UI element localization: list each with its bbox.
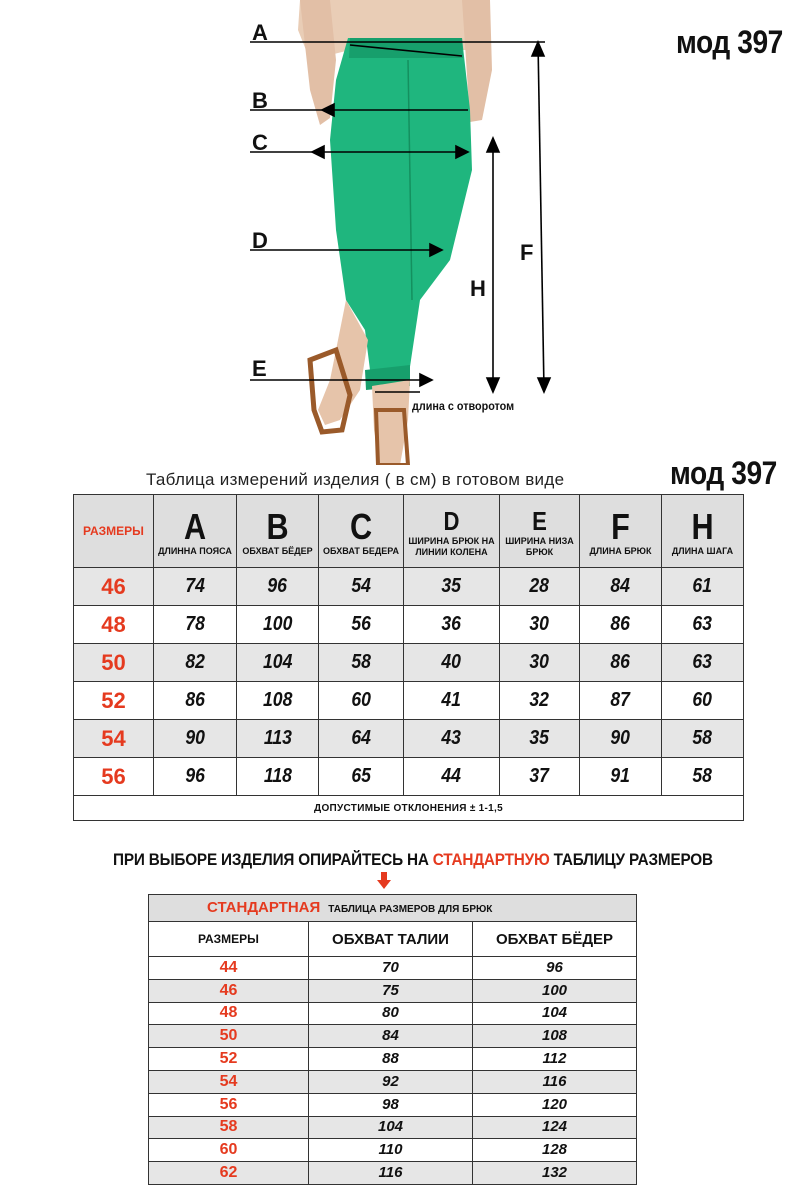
value-cell: 43: [441, 727, 462, 749]
size-cell: 62: [219, 1164, 238, 1182]
label-e: E: [252, 356, 267, 381]
waist-cell: 88: [382, 1050, 399, 1068]
size-cell: 46: [101, 573, 126, 599]
value-cell: 86: [610, 613, 631, 635]
value-cell: 54: [351, 575, 371, 597]
waist-cell: 92: [382, 1072, 399, 1090]
column-c-header: C ОБХВАТ БЕДЕРА: [319, 495, 404, 568]
value-cell: 36: [441, 613, 462, 635]
value-cell: 113: [263, 727, 292, 749]
table-row: [149, 1139, 637, 1162]
hips-cell: 124: [541, 1118, 568, 1136]
header-sizes: РАЗМЕРЫ: [149, 922, 309, 957]
table-row: [149, 957, 637, 980]
table-row: [149, 1070, 637, 1093]
table-row: [74, 606, 744, 644]
size-cell: 48: [219, 1004, 238, 1022]
size-cell: 52: [101, 687, 126, 713]
value-cell: 30: [529, 613, 550, 635]
label-c: C: [252, 130, 268, 155]
value-cell: 96: [185, 765, 205, 787]
column-f-header: F ДЛИНА БРЮК: [580, 495, 662, 568]
standard-header-row: [149, 922, 637, 957]
value-cell: 86: [185, 689, 205, 711]
waist-cell: 104: [377, 1118, 404, 1136]
value-cell: 86: [610, 651, 631, 673]
waist-cell: 110: [378, 1141, 403, 1159]
waist-cell: 84: [382, 1027, 399, 1045]
column-a-header: A ДЛИННА ПОЯСА: [154, 495, 237, 568]
column-h-header: H ДЛИНА ШАГА: [662, 495, 744, 568]
value-cell: 78: [185, 613, 205, 635]
value-cell: 90: [185, 727, 205, 749]
table-row: [149, 1002, 637, 1025]
table-row: [74, 720, 744, 758]
size-header: РАЗМЕРЫ: [74, 495, 154, 568]
measurement-table: [73, 494, 744, 821]
size-cell: 54: [219, 1072, 238, 1090]
value-cell: 56: [351, 613, 371, 635]
label-d: D: [252, 228, 268, 253]
value-cell: 74: [185, 575, 205, 597]
model-title-secondary: мод 397: [670, 455, 777, 491]
value-cell: 96: [267, 575, 288, 597]
value-cell: 60: [351, 689, 371, 711]
header-waist: ОБХВАТ ТАЛИИ: [309, 922, 473, 957]
size-cell: 54: [101, 725, 126, 751]
size-cell: 46: [219, 981, 238, 999]
value-cell: 30: [529, 651, 550, 673]
column-d-header: D ШИРИНА БРЮК НА ЛИНИИ КОЛЕНА: [404, 495, 500, 568]
value-cell: 82: [185, 651, 205, 673]
hips-cell: 120: [541, 1095, 568, 1113]
table-row: [74, 568, 744, 606]
table-row: [74, 682, 744, 720]
value-cell: 87: [610, 689, 631, 711]
hips-cell: 128: [541, 1141, 568, 1159]
size-cell: 58: [219, 1118, 238, 1136]
standard-table-title: СТАНДАРТНАЯ ТАБЛИЦА РАЗМЕРОВ ДЛЯ БРЮК: [149, 895, 637, 922]
value-cell: 28: [529, 575, 550, 597]
column-b-header: B ОБХВАТ БЁДЕР: [237, 495, 319, 568]
value-cell: 108: [262, 689, 293, 711]
waist-cell: 80: [382, 1004, 399, 1022]
value-cell: 61: [692, 575, 713, 597]
cuff-note: длина с отворотом: [412, 399, 515, 413]
size-cell: 56: [219, 1095, 238, 1113]
waist-cell: 98: [382, 1095, 399, 1113]
table-row: [74, 758, 744, 796]
size-cell: 50: [101, 649, 126, 675]
label-f: F: [520, 240, 534, 265]
standard-title-row: [149, 895, 637, 922]
hips-cell: 104: [541, 1004, 568, 1022]
size-cell: 52: [219, 1050, 238, 1068]
arrow-down-icon: [377, 872, 391, 890]
value-cell: 63: [692, 613, 713, 635]
waist-cell: 75: [382, 981, 399, 999]
standard-size-table: [148, 894, 637, 1185]
value-cell: 84: [610, 575, 631, 597]
value-cell: 63: [692, 651, 713, 673]
table-row: [149, 1025, 637, 1048]
tolerance-row: [74, 796, 744, 821]
value-cell: 58: [351, 651, 371, 673]
value-cell: 58: [692, 727, 713, 749]
hips-cell: 112: [542, 1050, 567, 1068]
pants-measurement-diagram: [0, 0, 800, 465]
hips-cell: 100: [541, 981, 568, 999]
value-cell: 60: [692, 689, 713, 711]
hips-cell: 132: [541, 1164, 568, 1182]
value-cell: 118: [263, 765, 292, 787]
value-cell: 35: [529, 727, 550, 749]
label-h: H: [470, 276, 486, 301]
value-cell: 44: [441, 765, 462, 787]
table-row: [149, 1048, 637, 1071]
value-cell: 32: [529, 689, 550, 711]
value-cell: 35: [441, 575, 462, 597]
hips-cell: 116: [542, 1072, 567, 1090]
value-cell: 40: [441, 651, 462, 673]
value-cell: 41: [441, 689, 462, 711]
table-row: [149, 979, 637, 1002]
model-title: мод 397: [676, 24, 783, 60]
header-hips: ОБХВАТ БЁДЕР: [473, 922, 637, 957]
size-cell: 56: [101, 763, 126, 789]
label-a: A: [252, 20, 268, 45]
value-cell: 58: [692, 765, 713, 787]
tolerance-note: ДОПУСТИМЫЕ ОТКЛОНЕНИЯ ± 1-1,5: [74, 796, 744, 821]
instruction-text: ПРИ ВЫБОРЕ ИЗДЕЛИЯ ОПИРАЙТЕСЬ НА СТАНДАРТНУЮ ТАБЛИЦУ РАЗМЕРОВ: [113, 850, 713, 869]
value-cell: 37: [529, 765, 550, 787]
measurement-caption: Таблица измерений изделия ( в см) в готовом виде: [146, 470, 565, 489]
table-row: [149, 1093, 637, 1116]
value-cell: 104: [262, 651, 293, 673]
waist-cell: 70: [382, 958, 399, 976]
value-cell: 91: [610, 765, 631, 787]
hips-cell: 96: [546, 958, 563, 976]
size-cell: 44: [219, 958, 238, 976]
column-e-header: E ШИРИНА НИЗА БРЮК: [500, 495, 580, 568]
size-cell: 60: [219, 1141, 238, 1159]
hips-cell: 108: [541, 1027, 568, 1045]
table-row: [74, 644, 744, 682]
table-row: [149, 1116, 637, 1139]
measurement-header-row: [74, 495, 744, 568]
value-cell: 64: [351, 727, 371, 749]
label-b: B: [252, 88, 268, 113]
value-cell: 90: [610, 727, 631, 749]
value-cell: 65: [351, 765, 371, 787]
size-cell: 50: [219, 1027, 238, 1045]
waist-cell: 116: [378, 1164, 403, 1182]
value-cell: 100: [262, 613, 293, 635]
size-cell: 48: [101, 611, 126, 637]
table-row: [149, 1162, 637, 1185]
